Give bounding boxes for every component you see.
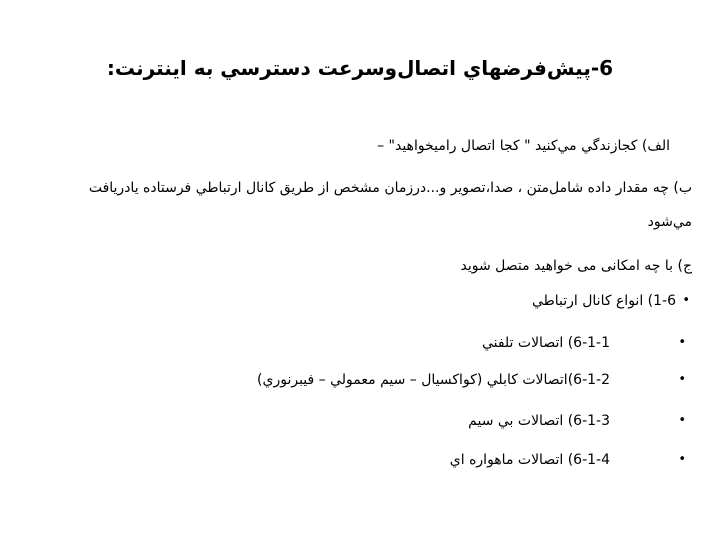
paragraph-jim: ج) با چه امکانی می خواهید متصل شوید [460, 258, 692, 274]
paragraph-be-continued: مي‌شود [647, 214, 692, 230]
bullet-icon: • [678, 413, 686, 428]
bullet-icon: • [678, 372, 686, 387]
list-item-label: 6-1-4) اتصالات ماهواره اي [449, 452, 610, 468]
list-item-label: 1-6) انواع كانال ارتباطي [531, 293, 676, 309]
list-item-label: 6-1-3) اتصالات بي سيم [468, 413, 610, 429]
slide-title: 6-پيش‌فرضهاي اتصال‌وسرعت دسترسي به اينترنت: [106, 56, 614, 80]
paragraph-be: ب) چه مقدار داده شامل‌متن ، صدا،تصوير و...درزمان مشخص از طريق كانال ارتباطي فرستاده يادريافت [88, 180, 692, 196]
bullet-icon: • [678, 335, 686, 350]
list-item-label: 6-1-2)اتصالات كابلي (كواكسيال – سيم معمولي – فيبرنوري) [257, 372, 610, 388]
bullet-icon: • [682, 293, 690, 308]
paragraph-alef: الف) كجازندگي مي‌كنيد " كجا اتصال راميخواهيد" – [377, 138, 670, 154]
bullet-icon: • [678, 452, 686, 467]
list-item-label: 6-1-1) اتصالات تلفني [481, 335, 610, 351]
